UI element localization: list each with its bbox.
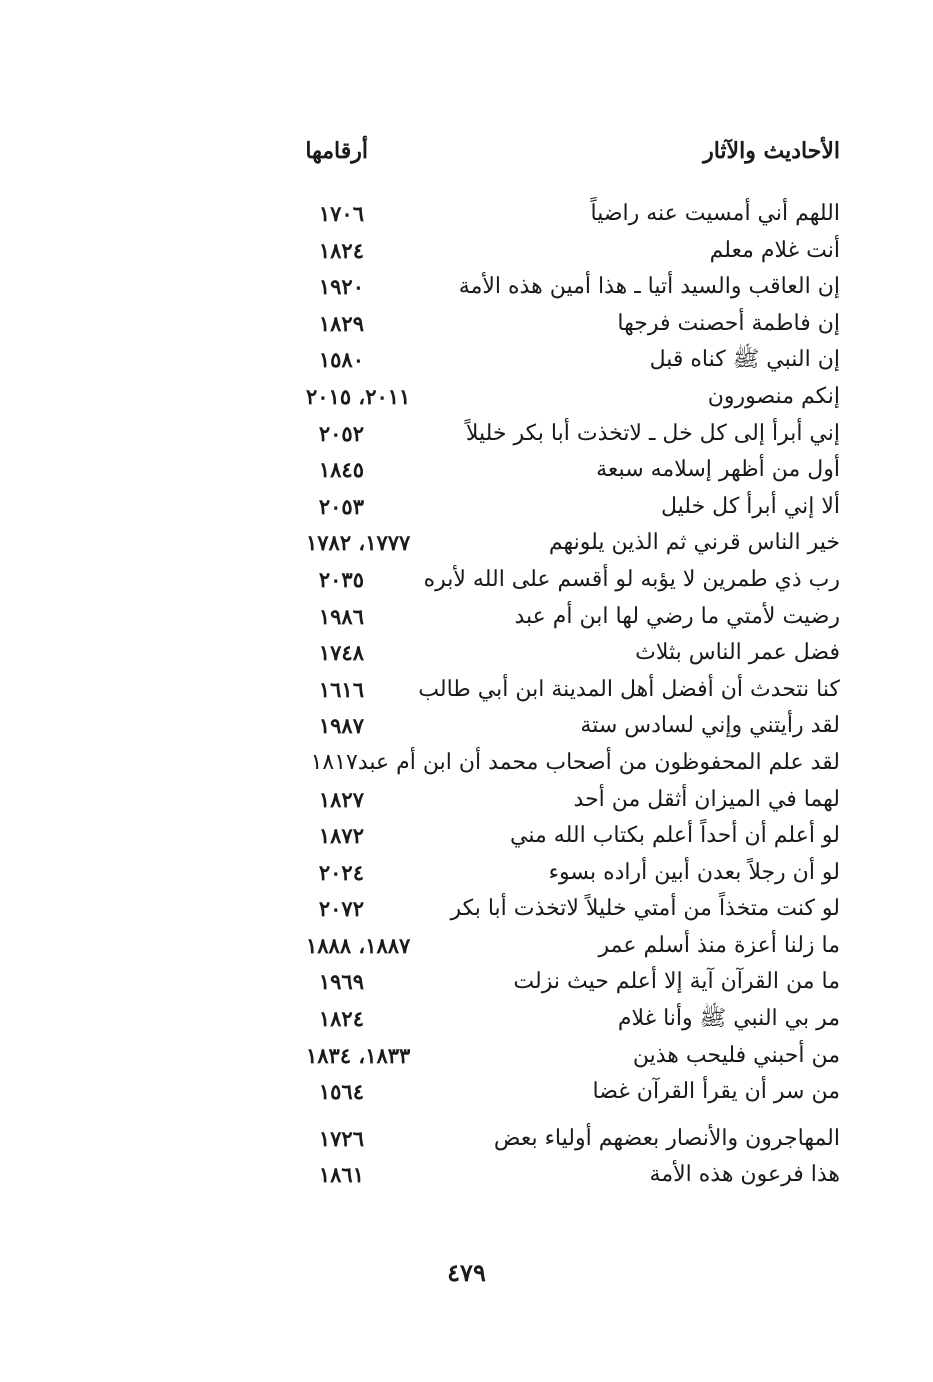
entry-numbers: ١٨٢٤ (318, 237, 364, 263)
index-entry (200, 599, 840, 636)
entry-numbers: ١٨٣٣، ١٨٣٤ (306, 1042, 411, 1068)
hadith-index-list (200, 196, 840, 1194)
column-title-numbers: أرقامها (305, 138, 368, 164)
entry-text: ما من القرآن آية إلا أعلم حيث نزلت (513, 969, 840, 995)
index-entry (200, 269, 840, 306)
index-entry (200, 1121, 840, 1158)
entry-text: فضل عمر الناس بثلاث (635, 640, 840, 666)
index-entry (200, 855, 840, 892)
column-title-hadiths: الأحاديث والآثار (703, 138, 840, 164)
entry-text: رضيت لأمتي ما رضي لها ابن أم عبد (514, 603, 840, 629)
entry-text: اللهم أني أمسيت عنه راضياً (590, 201, 840, 226)
entry-text: لهما في الميزان أثقل من أحد (573, 786, 840, 812)
index-entry (200, 525, 840, 562)
index-entry (200, 1157, 840, 1194)
index-entry (200, 416, 840, 453)
entry-numbers: ١٩٦٩ (318, 969, 364, 995)
entry-numbers: ٢٠٥٢ (318, 420, 364, 446)
entry-numbers: ١٦١٦ (318, 676, 364, 702)
entry-text: إن فاطمة أحصنت فرجها (617, 310, 840, 336)
index-entry (200, 196, 840, 233)
entry-numbers: ٢٠٢٤ (318, 859, 364, 885)
entry-text: أنت غلام معلم (709, 237, 840, 263)
entry-numbers: ١٧٢٦ (318, 1125, 364, 1151)
entry-text: من سر أن يقرأ القرآن غضا (592, 1079, 840, 1105)
entry-text: لو أعلم أن أحداً أعلم بكتاب الله مني (510, 823, 840, 849)
entry-numbers: ١٧٤٨ (318, 640, 364, 666)
index-entry (200, 782, 840, 819)
entry-text: ما زلنا أعزة منذ أسلم عمر (598, 932, 840, 958)
entry-text: هذا فرعون هذه الأمة (649, 1162, 840, 1188)
entry-text: لو أن رجلاً بعدن أبين أراده بسوء (548, 859, 840, 885)
entry-text: رب ذي طمرين لا يؤبه لو أقسم على الله لأبره (423, 566, 840, 592)
page-number: ٤٧٩ (447, 1258, 486, 1287)
index-entry (200, 672, 840, 709)
index-entry (200, 379, 840, 416)
index-entry (200, 1074, 840, 1111)
index-entry (200, 452, 840, 489)
index-entry (200, 928, 840, 965)
entry-numbers: ١٨٤٥ (318, 457, 364, 483)
entry-text: من أحبني فليحب هذين (632, 1042, 840, 1068)
entry-text: إني أبرأ إلى كل خل ـ لاتخذت أبا بكر خليلاً (465, 420, 840, 446)
entry-text: لو كنت متخذاً من أمتي خليلاً لاتخذت أبا بكر (450, 896, 840, 922)
entry-numbers: ١٨٢٩ (318, 310, 364, 336)
index-entry (200, 708, 840, 745)
entry-text: ألا إني أبرأ كل خليل (660, 493, 840, 519)
entry-text: كنا نتحدث أن أفضل أهل المدينة ابن أبي طالب (418, 676, 840, 702)
index-entry (200, 891, 840, 928)
entry-numbers: ١٨٢٧ (318, 786, 364, 812)
entry-text: مر بي النبي ﷺ وأنا غلام (617, 1006, 840, 1032)
entry-text: إن النبي ﷺ كناه قبل (649, 347, 840, 373)
index-entry (200, 1001, 840, 1038)
entry-text: إن العاقب والسيد أتيا ـ هذا أمين هذه الأمة (458, 274, 840, 300)
index-entry (200, 562, 840, 599)
entry-numbers: ١٨٦١ (318, 1162, 364, 1188)
index-entry (200, 745, 840, 782)
entry-numbers: ٢٠١١، ٢٠١٥ (306, 383, 411, 409)
entry-numbers: ١٧٧٧، ١٧٨٢ (306, 530, 411, 556)
index-entry (200, 306, 840, 343)
entry-numbers: ١٨٧٢ (318, 823, 364, 849)
index-entry (200, 964, 840, 1001)
entry-numbers: ١٧٠٦ (318, 201, 364, 226)
index-entry (200, 635, 840, 672)
entry-numbers: ١٩٨٦ (318, 603, 364, 629)
entry-text: لقد رأيتني وإني لسادس ستة (580, 713, 840, 739)
entry-numbers: ١٨٢٤ (318, 1006, 364, 1032)
entry-numbers: ١٥٨٠ (318, 347, 364, 373)
entry-numbers: ١٥٦٤ (318, 1079, 364, 1105)
index-entry (200, 342, 840, 379)
index-entry (200, 233, 840, 270)
entry-text: خير الناس قرني ثم الذين يلونهم (548, 530, 840, 556)
index-entry (200, 818, 840, 855)
entry-numbers: ٢٠٧٢ (318, 896, 364, 922)
index-entry (200, 1038, 840, 1075)
entry-text: المهاجرون والأنصار بعضهم أولياء بعض (493, 1125, 840, 1151)
entry-numbers: ٢٠٣٥ (318, 566, 364, 592)
entry-text: أول من أظهر إسلامه سبعة (596, 457, 840, 483)
entry-numbers: ١٨٨٧، ١٨٨٨ (306, 932, 411, 958)
entry-text: إنكم منصورون (707, 383, 840, 409)
entry-numbers: ٢٠٥٣ (318, 493, 364, 519)
entry-numbers: ١٩٢٠ (318, 274, 364, 300)
entry-numbers: ١٩٨٧ (318, 713, 364, 739)
entry-text: لقد علم المحفوظون من أصحاب محمد أن ابن أم عبد١٨١٧ (310, 749, 840, 775)
index-header (200, 138, 840, 172)
index-entry (200, 489, 840, 526)
